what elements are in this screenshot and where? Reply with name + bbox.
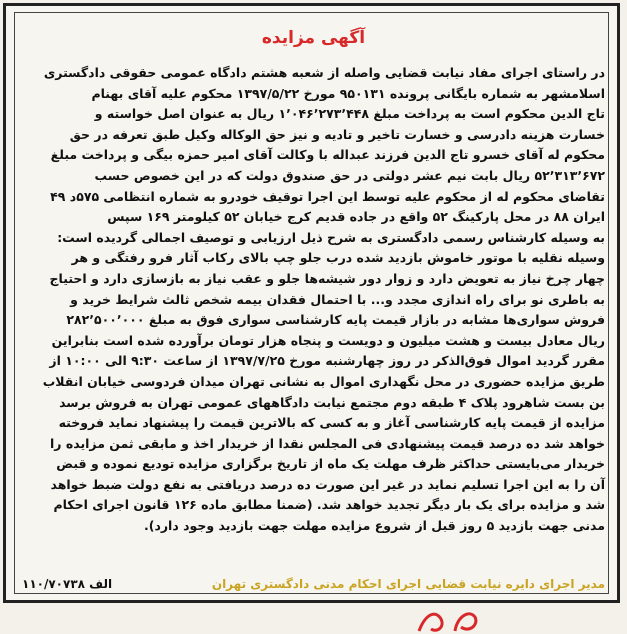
notice-line: وسیله نقلیه با موتور خاموش بازدید شده درب جلو چپ بالای رکاب آثار فرو رفتگی و هر	[71, 250, 605, 266]
notice-line: مقرر گردید اموال فوق‌الذکر در روز چهارشنبه مورخ ۱۳۹۷/۷/۲۵ از ساعت ۹:۳۰ الی ۱۰:۰۰ از	[49, 353, 605, 369]
notice-line: فروش سواری‌ها مشابه در بازار قیمت پایه کارشناسی سواری فوق به مبلغ ۲۸۲٬۵۰۰٬۰۰۰	[66, 312, 605, 328]
notice-line: بن بست شاهرود پلاک ۴ طبقه دوم مجتمع نیابت دادگاههای عمومی تهران به فروش برسد	[59, 394, 605, 410]
notice-body	[22, 63, 605, 537]
notice-line: طریق مزایده حضوری در محل نگهداری اموال به نشانی تهران میدان فردوسی خیابان انقلاب	[42, 373, 605, 389]
notice-line: مدنی جهت بازدید ۵ روز قبل از شروع مزایده مهلت جهت بازدید وجود دارد).	[143, 518, 605, 534]
notice-line: مزایده از قیمت پایه کارشناسی آغاز و به کسی که بالاترین قیمت را پیشنهاد نماید فروخته	[58, 415, 605, 431]
notice-line: ۵۲٬۳۱۳٬۶۷۲ ریال بابت نیم عشر دولتی در حق صندوق دولت که در این خصوص حسب	[94, 167, 605, 183]
notice-line: چهار چرخ نیاز به تعویض دارد و زوار دور شیشه‌ها جلو و عقب نیاز به بازسازی دارد و احتیاج	[49, 270, 605, 286]
red-handwritten-mark	[415, 605, 485, 634]
notice-title: آگهی مزایده	[261, 28, 366, 48]
notice-line: در راستای اجرای مفاد نیابت قضایی واصله از شعبه هشتم دادگاه عمومی حقوقی دادگستری	[43, 65, 605, 80]
notice-line: خسارت هزینه دادرسی و خسارت تاخیر و تادیه و نیز حق الوکاله وکیل طبق تعرفه در حق	[69, 126, 605, 142]
notice-line: خریدار می‌بایستی حداکثر ظرف مهلت یک ماه از تاریخ برگزاری مزایده تودیع نموده و قبض	[56, 456, 605, 472]
notice-line: خواهد شد ده درصد قیمت پیشنهادی فی المجلس نقدا از خریدار اخذ و مابقی ثمن مزایده را	[50, 435, 605, 451]
notice-footer	[22, 577, 605, 597]
notice-line: شد و مزایده برای یک بار دیگر تجدید خواهد شد. (ضمنا مطابق ماده ۱۲۶ قانون اجرای احکام	[53, 497, 605, 513]
notice-line: تقاضای محکوم له از محکوم علیه توسط این اجرا توقیف خودرو به شماره انتظامی ۵۷۵د ۴۹	[50, 188, 605, 204]
notice-line: به باطری نو برای راه اندازی مجدد و... با احتمال فقدان بیمه شخص ثالث شرایط خرید و	[70, 291, 605, 307]
notice-line: محکوم له آقای خسرو تاج الدین فرزند عبداله با وکالت آقای امیر حمزه بیگی و پرداخت مبلغ	[50, 147, 605, 163]
notice-line: ریال معادل بیست و هشت میلیون و دویست و پنجاه هزار تومان برآورده شده است بنابراین	[51, 332, 605, 348]
notice-line: ایران ۸۸ در محل پارکینگ ۵۲ واقع در جاده قدیم کرج خیابان ۵۲ کیلومتر ۱۶۹ سپس	[107, 209, 605, 225]
notice-line: اسلامشهر به شماره بایگانی پرونده ۹۵۰۱۳۱ مورخ ۱۳۹۷/۵/۲۲ محکوم علیه آقای بهنام	[91, 85, 605, 101]
notice-line: به وسیله کارشناس رسمی دادگستری به شرح ذیل ارزیابی و توصیف اجمالی گردیده است:	[57, 229, 605, 245]
notice-line: تاج الدین محکوم است به پرداخت مبلغ ۱٬۰۴۶٬۲۷۳٬۴۴۸ ریال به عنوان اصل خواسته و	[94, 106, 605, 122]
signer-title: مدیر اجرای دایره نیابت قضایی اجرای احکام مدنی دادگستری تهران	[211, 577, 605, 591]
notice-code: ۱۱۰/۷۰۷۳۸ الف	[22, 577, 113, 591]
notice-line: آن را به این اجرا تسلیم نماید در غیر این صورت ده درصد دریافتی به نفع دولت ضبط خواهد	[50, 476, 605, 492]
